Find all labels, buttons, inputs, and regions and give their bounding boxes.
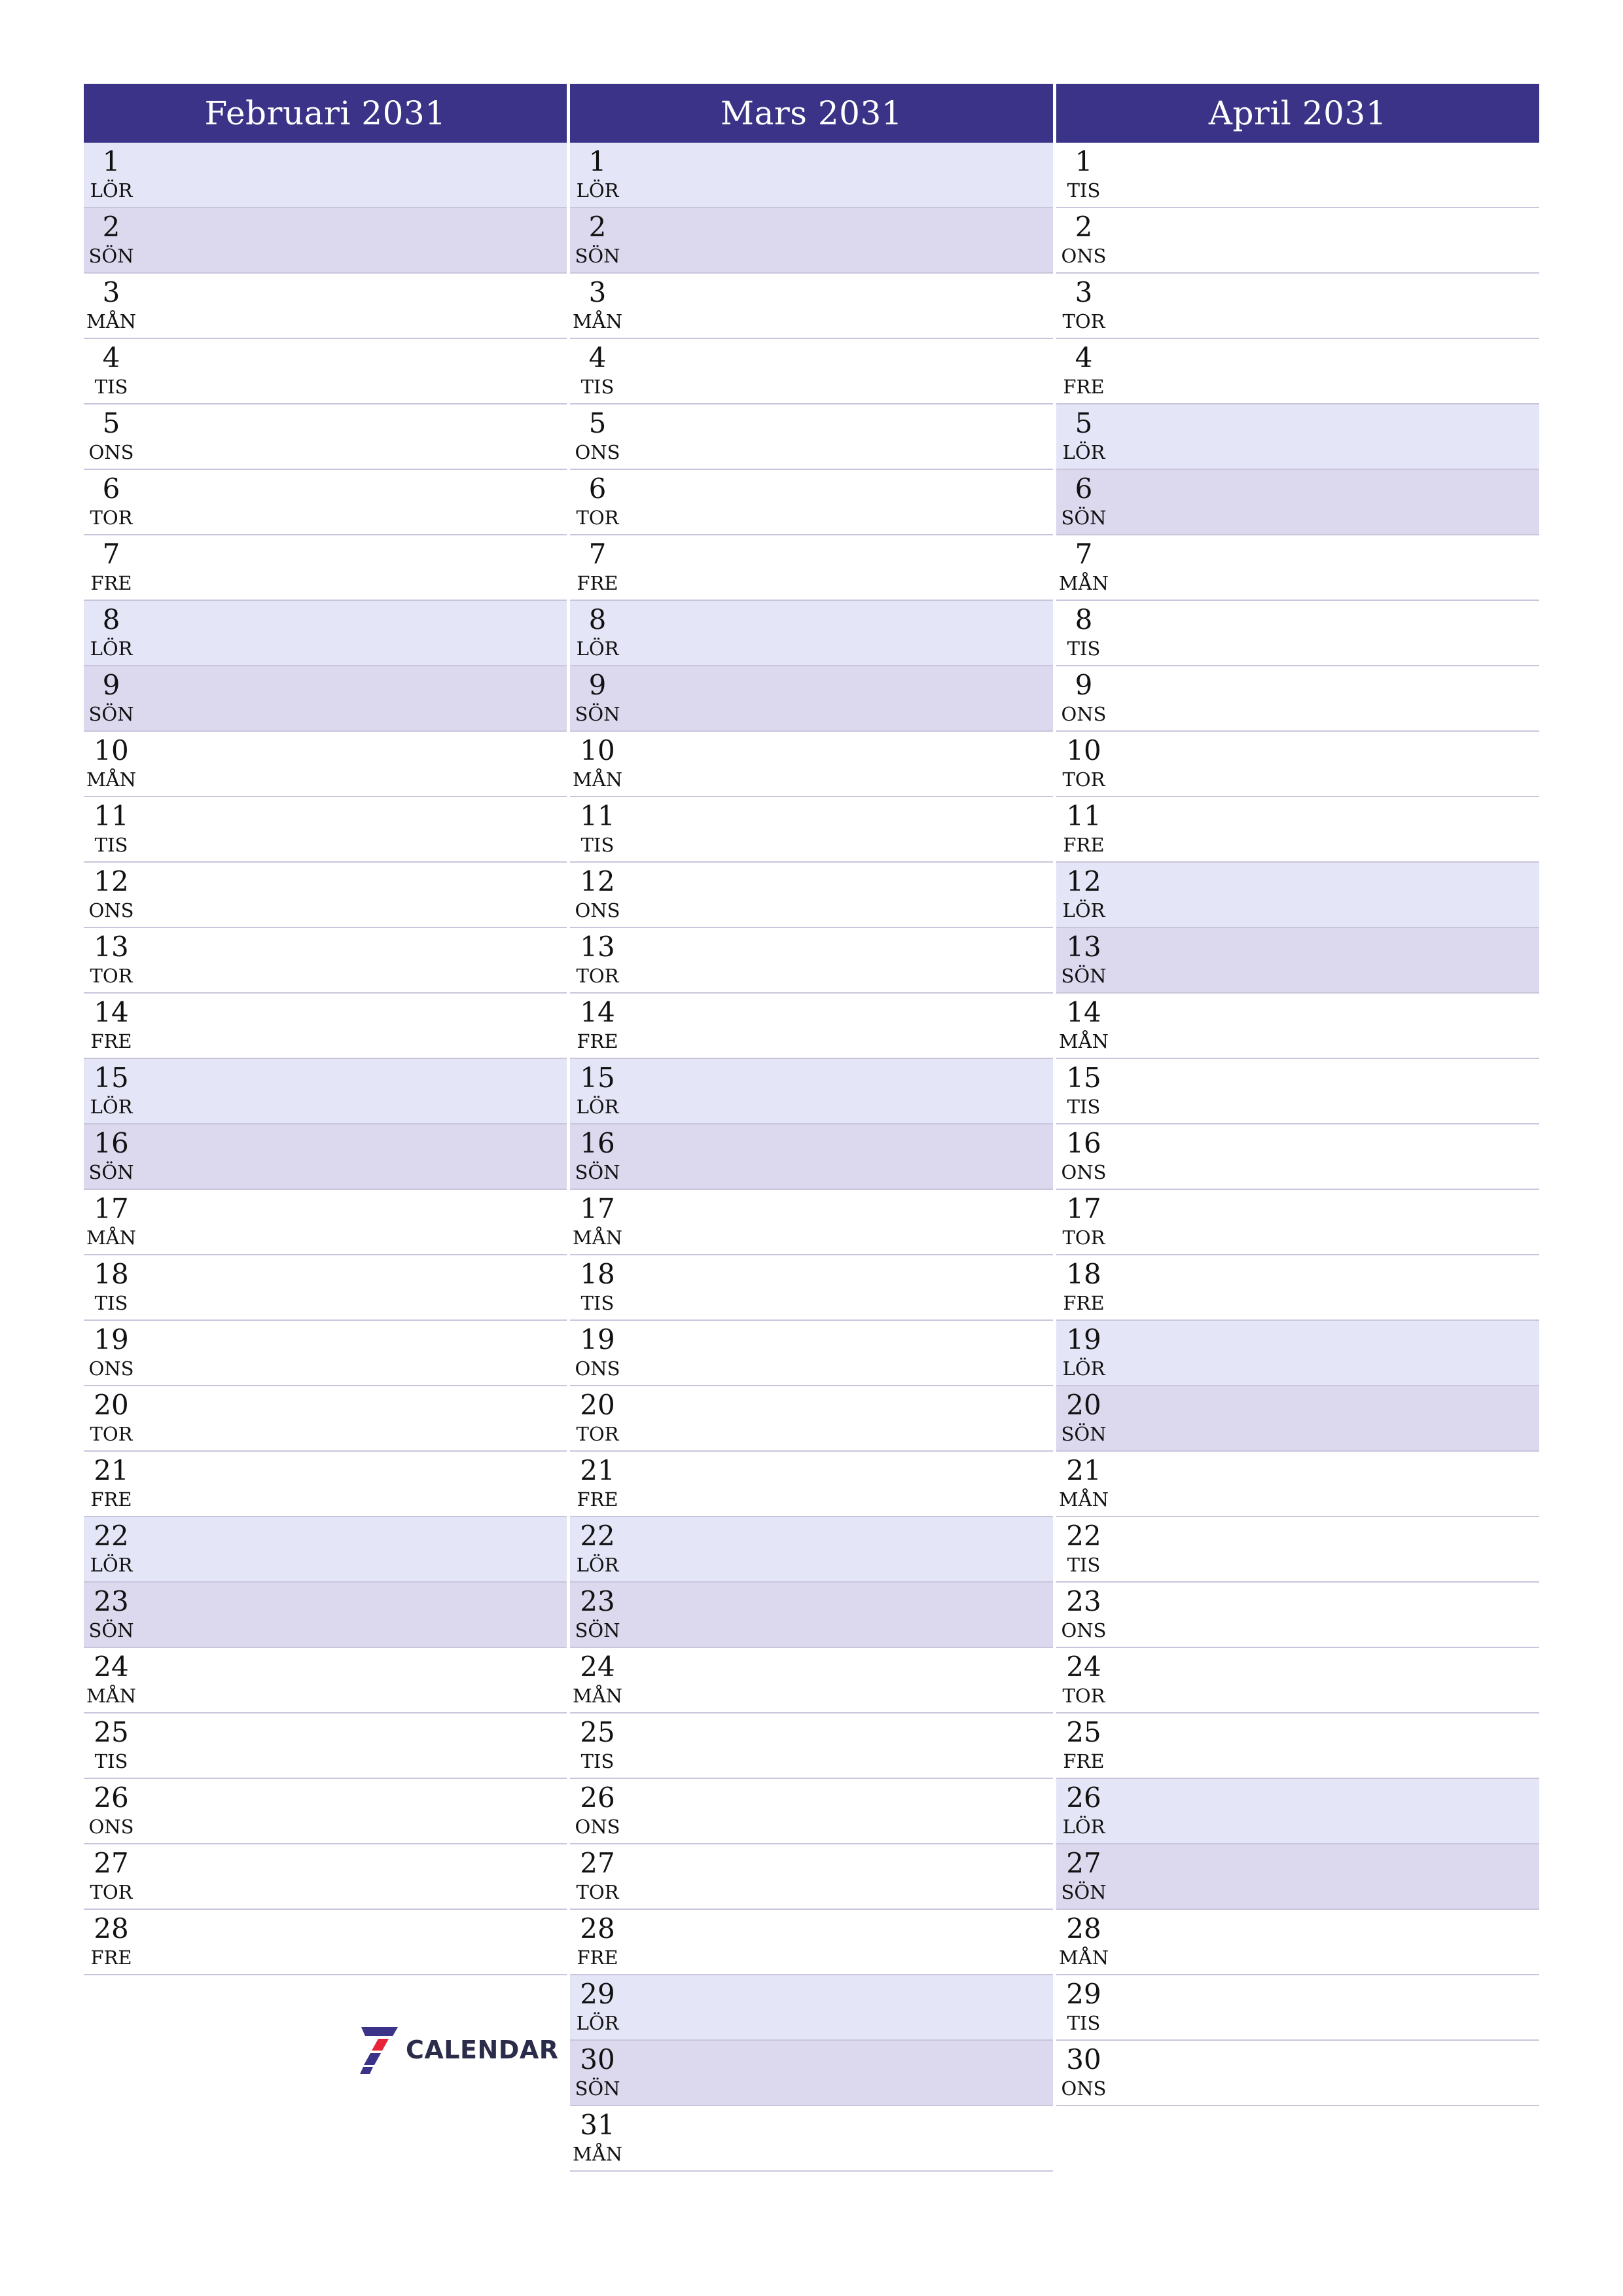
day-number: 31 — [580, 2109, 615, 2141]
weekday-label: TIS — [580, 1750, 615, 1772]
day-number: 10 — [1066, 734, 1101, 766]
weekday-label: LÖR — [576, 1096, 619, 1118]
weekday-label: MÅN — [86, 1227, 136, 1249]
day-number: 15 — [1066, 1062, 1101, 1094]
day-row — [570, 994, 1053, 1059]
day-row — [570, 797, 1053, 863]
day-number: 7 — [1075, 538, 1093, 570]
seven-calendar-logo-icon — [359, 2024, 401, 2075]
day-row — [570, 2106, 1053, 2172]
day-number: 13 — [94, 931, 129, 963]
day-row — [570, 1255, 1053, 1321]
weekday-label: ONS — [575, 441, 620, 463]
day-number: 9 — [102, 669, 120, 701]
day-number: 20 — [94, 1389, 129, 1421]
day-row — [1056, 339, 1539, 404]
day-number: 26 — [580, 1782, 615, 1814]
weekday-label: MÅN — [1058, 1030, 1109, 1052]
month-column-april — [1056, 84, 1539, 2106]
day-number: 6 — [588, 473, 607, 505]
day-row — [570, 274, 1053, 339]
day-number: 23 — [94, 1585, 129, 1617]
month-title: April 2031 — [1056, 84, 1539, 143]
weekday-label: ONS — [1061, 1619, 1107, 1641]
weekday-label: FRE — [1063, 1292, 1105, 1314]
day-number: 4 — [588, 342, 607, 374]
day-number: 29 — [1066, 1978, 1101, 2010]
day-row — [84, 274, 567, 339]
day-number: 7 — [102, 538, 120, 570]
day-row — [570, 1059, 1053, 1124]
day-number: 21 — [94, 1454, 129, 1486]
weekday-label: TIS — [94, 376, 128, 398]
weekday-label: SÖN — [88, 1161, 134, 1183]
day-row — [570, 1844, 1053, 1910]
day-number: 27 — [580, 1847, 615, 1879]
day-number: 8 — [1075, 603, 1093, 636]
day-number: 3 — [102, 276, 120, 308]
day-number: 25 — [94, 1716, 129, 1748]
weekday-label: MÅN — [86, 1685, 136, 1707]
day-row — [1056, 1713, 1539, 1779]
weekday-label: TOR — [576, 965, 619, 987]
day-row — [1056, 2041, 1539, 2106]
weekday-label: ONS — [1061, 1161, 1107, 1183]
weekday-label: MÅN — [1058, 1488, 1109, 1511]
weekday-label: SÖN — [88, 1619, 134, 1641]
day-row — [1056, 1844, 1539, 1910]
brand-logo-text: CALENDAR — [406, 2036, 559, 2064]
weekday-label: MÅN — [572, 310, 622, 332]
day-number: 14 — [1066, 996, 1101, 1028]
weekday-label: MÅN — [1058, 572, 1109, 594]
day-row — [84, 470, 567, 535]
day-number: 9 — [588, 669, 607, 701]
day-number: 12 — [1066, 865, 1101, 897]
day-row — [84, 1779, 567, 1844]
day-row — [570, 404, 1053, 470]
day-number: 28 — [580, 1912, 615, 1945]
day-row — [1056, 1386, 1539, 1452]
day-row — [84, 1321, 567, 1386]
weekday-label: LÖR — [1062, 441, 1105, 463]
day-row — [570, 1583, 1053, 1648]
day-row — [84, 143, 567, 208]
day-number: 6 — [102, 473, 120, 505]
weekday-label: LÖR — [576, 637, 619, 660]
weekday-label: ONS — [88, 1816, 134, 1838]
day-number: 30 — [1066, 2043, 1101, 2075]
day-row — [1056, 143, 1539, 208]
weekday-label: ONS — [1061, 245, 1107, 267]
day-number: 24 — [580, 1651, 615, 1683]
day-row — [84, 339, 567, 404]
weekday-label: FRE — [1063, 376, 1105, 398]
weekday-label: TIS — [1067, 637, 1101, 660]
day-list — [570, 143, 1053, 2172]
weekday-label: FRE — [1063, 1750, 1105, 1772]
weekday-label: TIS — [1067, 179, 1101, 202]
day-number: 27 — [94, 1847, 129, 1879]
month-title: Februari 2031 — [84, 84, 567, 143]
weekday-label: LÖR — [1062, 1816, 1105, 1838]
day-row — [84, 1452, 567, 1517]
day-number: 10 — [94, 734, 129, 766]
day-row — [570, 928, 1053, 994]
day-row — [570, 1321, 1053, 1386]
day-number: 19 — [580, 1323, 615, 1355]
weekday-label: TIS — [580, 376, 615, 398]
day-row — [1056, 994, 1539, 1059]
day-number: 11 — [94, 800, 129, 832]
day-row — [570, 666, 1053, 732]
weekday-label: LÖR — [1062, 899, 1105, 922]
weekday-label: SÖN — [575, 1619, 620, 1641]
weekday-label: MÅN — [572, 1227, 622, 1249]
day-row — [570, 535, 1053, 601]
weekday-label: FRE — [577, 1488, 618, 1511]
day-number: 23 — [1066, 1585, 1101, 1617]
day-number: 29 — [580, 1978, 615, 2010]
weekday-label: TIS — [94, 1292, 128, 1314]
day-row — [84, 797, 567, 863]
weekday-label: SÖN — [88, 703, 134, 725]
weekday-label: TIS — [1067, 1096, 1101, 1118]
day-row — [1056, 863, 1539, 928]
day-row — [570, 1779, 1053, 1844]
weekday-label: TOR — [1062, 310, 1105, 332]
day-row — [570, 1386, 1053, 1452]
weekday-label: TOR — [90, 1423, 133, 1445]
weekday-label: SÖN — [1061, 507, 1107, 529]
weekday-label: SÖN — [88, 245, 134, 267]
day-number: 19 — [94, 1323, 129, 1355]
day-row — [84, 1124, 567, 1190]
day-row — [570, 339, 1053, 404]
day-row — [84, 1255, 567, 1321]
weekday-label: FRE — [90, 1946, 132, 1969]
day-number: 26 — [1066, 1782, 1101, 1814]
weekday-label: ONS — [575, 1357, 620, 1380]
day-number: 2 — [588, 211, 607, 243]
day-number: 6 — [1075, 473, 1093, 505]
day-number: 5 — [102, 407, 120, 439]
weekday-label: TOR — [1062, 1685, 1105, 1707]
day-number: 24 — [94, 1651, 129, 1683]
day-row — [570, 1713, 1053, 1779]
day-row — [1056, 1452, 1539, 1517]
day-row — [84, 928, 567, 994]
weekday-label: LÖR — [1062, 1357, 1105, 1380]
weekday-label: LÖR — [90, 1554, 133, 1576]
day-row — [84, 1059, 567, 1124]
day-row — [1056, 1059, 1539, 1124]
day-row — [84, 1844, 567, 1910]
day-number: 17 — [1066, 1193, 1101, 1225]
day-row — [84, 994, 567, 1059]
day-number: 17 — [580, 1193, 615, 1225]
weekday-label: TIS — [94, 834, 128, 856]
weekday-label: TIS — [580, 834, 615, 856]
day-row — [1056, 535, 1539, 601]
day-row — [570, 143, 1053, 208]
day-number: 3 — [1075, 276, 1093, 308]
day-number: 5 — [1075, 407, 1093, 439]
day-row — [84, 1648, 567, 1713]
day-row — [1056, 1975, 1539, 2041]
day-number: 1 — [1075, 145, 1093, 177]
month-column-mars — [570, 84, 1053, 2172]
weekday-label: MÅN — [86, 310, 136, 332]
day-number: 1 — [102, 145, 120, 177]
day-row — [570, 732, 1053, 797]
weekday-label: SÖN — [1061, 1423, 1107, 1445]
weekday-label: MÅN — [572, 2143, 622, 2165]
day-row — [1056, 208, 1539, 274]
day-number: 4 — [102, 342, 120, 374]
weekday-label: ONS — [575, 1816, 620, 1838]
weekday-label: MÅN — [86, 768, 136, 791]
day-row — [1056, 404, 1539, 470]
day-number: 30 — [580, 2043, 615, 2075]
day-number: 12 — [94, 865, 129, 897]
day-row — [1056, 928, 1539, 994]
day-row — [1056, 666, 1539, 732]
day-number: 18 — [94, 1258, 129, 1290]
day-row — [1056, 1190, 1539, 1255]
day-row — [1056, 1321, 1539, 1386]
weekday-label: TOR — [576, 1881, 619, 1903]
weekday-label: FRE — [90, 1488, 132, 1511]
weekday-label: SÖN — [1061, 965, 1107, 987]
weekday-label: TOR — [90, 1881, 133, 1903]
brand-logo — [359, 2024, 558, 2076]
weekday-label: LÖR — [576, 179, 619, 202]
weekday-label: ONS — [88, 441, 134, 463]
day-row — [84, 863, 567, 928]
day-number: 21 — [580, 1454, 615, 1486]
day-number: 7 — [588, 538, 607, 570]
day-number: 12 — [580, 865, 615, 897]
weekday-label: ONS — [1061, 2077, 1107, 2100]
weekday-label: LÖR — [576, 1554, 619, 1576]
day-row — [84, 1583, 567, 1648]
weekday-label: MÅN — [1058, 1946, 1109, 1969]
day-row — [570, 1124, 1053, 1190]
day-row — [570, 1648, 1053, 1713]
weekday-label: TOR — [90, 965, 133, 987]
weekday-label: MÅN — [572, 1685, 622, 1707]
day-row — [1056, 1583, 1539, 1648]
weekday-label: TOR — [90, 507, 133, 529]
day-row — [570, 601, 1053, 666]
month-title: Mars 2031 — [570, 84, 1053, 143]
day-row — [570, 1190, 1053, 1255]
day-row — [84, 535, 567, 601]
day-number: 28 — [94, 1912, 129, 1945]
weekday-label: LÖR — [576, 2012, 619, 2034]
weekday-label: TIS — [580, 1292, 615, 1314]
weekday-label: TOR — [1062, 768, 1105, 791]
day-number: 14 — [580, 996, 615, 1028]
day-number: 25 — [580, 1716, 615, 1748]
day-number: 14 — [94, 996, 129, 1028]
day-row — [1056, 601, 1539, 666]
day-number: 28 — [1066, 1912, 1101, 1945]
day-number: 23 — [580, 1585, 615, 1617]
day-number: 21 — [1066, 1454, 1101, 1486]
day-row — [1056, 732, 1539, 797]
weekday-label: FRE — [577, 1946, 618, 1969]
day-number: 22 — [580, 1520, 615, 1552]
day-number: 3 — [588, 276, 607, 308]
day-number: 8 — [588, 603, 607, 636]
day-row — [1056, 1648, 1539, 1713]
day-row — [84, 404, 567, 470]
weekday-label: SÖN — [575, 245, 620, 267]
day-number: 16 — [94, 1127, 129, 1159]
weekday-label: ONS — [1061, 703, 1107, 725]
weekday-label: TOR — [576, 507, 619, 529]
day-number: 4 — [1075, 342, 1093, 374]
day-row — [84, 1190, 567, 1255]
day-row — [570, 1910, 1053, 1975]
day-number: 11 — [580, 800, 615, 832]
day-number: 1 — [588, 145, 607, 177]
day-number: 19 — [1066, 1323, 1101, 1355]
day-number: 15 — [580, 1062, 615, 1094]
weekday-label: SÖN — [1061, 1881, 1107, 1903]
day-number: 22 — [1066, 1520, 1101, 1552]
day-number: 25 — [1066, 1716, 1101, 1748]
day-row — [1056, 1124, 1539, 1190]
weekday-label: LÖR — [90, 637, 133, 660]
day-number: 10 — [580, 734, 615, 766]
weekday-label: ONS — [575, 899, 620, 922]
weekday-label: LÖR — [90, 179, 133, 202]
month-column-februari — [84, 84, 567, 1975]
day-number: 13 — [1066, 931, 1101, 963]
weekday-label: MÅN — [572, 768, 622, 791]
day-row — [84, 1517, 567, 1583]
day-number: 2 — [1075, 211, 1093, 243]
day-number: 16 — [1066, 1127, 1101, 1159]
day-row — [570, 2041, 1053, 2106]
day-row — [1056, 1910, 1539, 1975]
weekday-label: LÖR — [90, 1096, 133, 1118]
day-row — [1056, 274, 1539, 339]
weekday-label: FRE — [577, 572, 618, 594]
weekday-label: SÖN — [575, 2077, 620, 2100]
day-number: 18 — [1066, 1258, 1101, 1290]
weekday-label: FRE — [90, 572, 132, 594]
day-number: 27 — [1066, 1847, 1101, 1879]
day-row — [1056, 1779, 1539, 1844]
day-row — [570, 470, 1053, 535]
day-number: 20 — [580, 1389, 615, 1421]
weekday-label: ONS — [88, 1357, 134, 1380]
day-list — [84, 143, 567, 1975]
day-row — [1056, 797, 1539, 863]
weekday-label: TIS — [1067, 1554, 1101, 1576]
day-number: 2 — [102, 211, 120, 243]
day-row — [570, 1517, 1053, 1583]
day-row — [570, 1452, 1053, 1517]
day-row — [84, 1910, 567, 1975]
day-number: 15 — [94, 1062, 129, 1094]
weekday-label: ONS — [88, 899, 134, 922]
day-row — [1056, 470, 1539, 535]
weekday-label: TOR — [576, 1423, 619, 1445]
day-number: 24 — [1066, 1651, 1101, 1683]
weekday-label: FRE — [90, 1030, 132, 1052]
weekday-label: FRE — [1063, 834, 1105, 856]
day-row — [84, 208, 567, 274]
weekday-label: TIS — [1067, 2012, 1101, 2034]
weekday-label: SÖN — [575, 703, 620, 725]
day-row — [570, 1975, 1053, 2041]
day-number: 26 — [94, 1782, 129, 1814]
day-row — [84, 1386, 567, 1452]
weekday-label: SÖN — [575, 1161, 620, 1183]
weekday-label: TIS — [94, 1750, 128, 1772]
day-list — [1056, 143, 1539, 2106]
day-row — [570, 208, 1053, 274]
day-number: 18 — [580, 1258, 615, 1290]
day-number: 8 — [102, 603, 120, 636]
day-row — [84, 732, 567, 797]
day-number: 17 — [94, 1193, 129, 1225]
weekday-label: TOR — [1062, 1227, 1105, 1249]
day-row — [570, 863, 1053, 928]
day-number: 20 — [1066, 1389, 1101, 1421]
weekday-label: FRE — [577, 1030, 618, 1052]
day-row — [84, 666, 567, 732]
day-number: 13 — [580, 931, 615, 963]
day-row — [84, 601, 567, 666]
day-row — [1056, 1255, 1539, 1321]
day-number: 5 — [588, 407, 607, 439]
day-row — [84, 1713, 567, 1779]
day-number: 11 — [1066, 800, 1101, 832]
day-row — [1056, 1517, 1539, 1583]
day-number: 16 — [580, 1127, 615, 1159]
day-number: 22 — [94, 1520, 129, 1552]
day-number: 9 — [1075, 669, 1093, 701]
